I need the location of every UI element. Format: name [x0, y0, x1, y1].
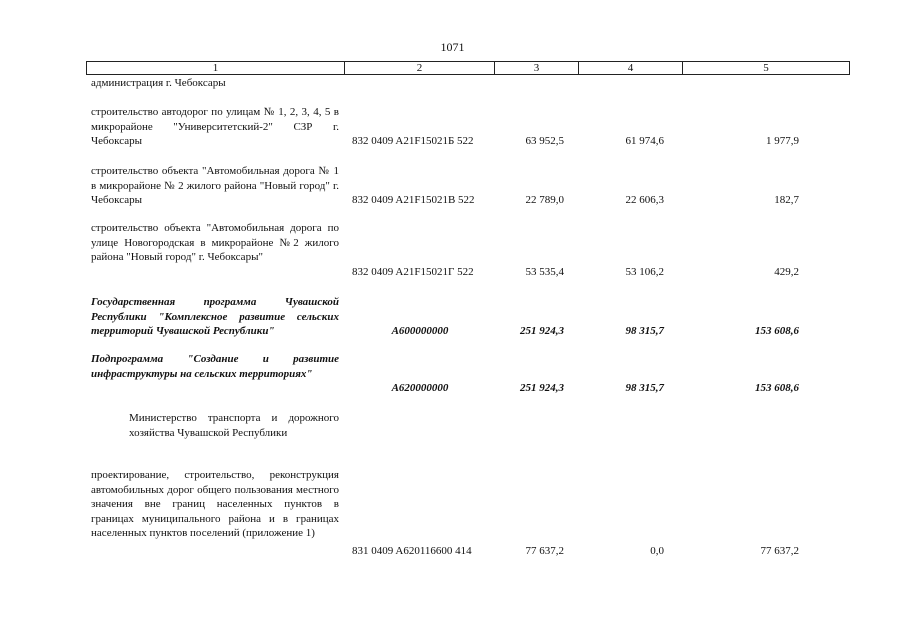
row-value-col4: 61 974,6	[625, 135, 664, 147]
row-value-col4: 53 106,2	[625, 266, 664, 278]
column-header-3: 3	[495, 62, 579, 74]
row-description: строительство автодорог по улицам № 1, 2, 3, 4, 5 в микрорайоне "Университетский-2" СЗР г. Чебоксары	[91, 106, 339, 147]
row-value-col5: 153 608,6	[755, 325, 799, 337]
row-value-col3: 22 789,0	[525, 194, 564, 206]
row-code: A600000000	[391, 325, 449, 337]
row-code: 832 0409 A21F15021В 522	[352, 194, 475, 206]
row-description: проектирование, строительство, реконструкция автомобильных дорог общего пользования местного значения вне границ населенных пунктов в границах муниципального района и в границах населенных пунктов поселений (приложение 1)	[91, 469, 339, 539]
row-value-col3: 53 535,4	[525, 266, 564, 278]
column-header-2: 2	[345, 62, 495, 74]
column-header-4: 4	[579, 62, 683, 74]
row-value-col4: 98 315,7	[625, 325, 664, 337]
row-description: Государственная программа Чувашской Республики "Комплексное развитие сельских территорий Чувашской Республики"	[91, 296, 339, 337]
row-description: строительство объекта "Автомобильная дорога № 1 в микрорайоне № 2 жилого района "Новый город" г. Чебоксары	[91, 165, 339, 206]
column-header-1: 1	[87, 62, 345, 74]
row-code: 831 0409 A620116600 414	[352, 545, 472, 557]
row-value-col4: 98 315,7	[625, 382, 664, 394]
row-value-col5: 77 637,2	[760, 545, 799, 557]
row-value-col3: 77 637,2	[525, 545, 564, 557]
row-value-col3: 251 924,3	[520, 382, 564, 394]
row-value-col3: 63 952,5	[525, 135, 564, 147]
row-code: 832 0409 A21F15021Б 522	[352, 135, 474, 147]
page-number: 1071	[440, 40, 465, 54]
row-description: строительство объекта "Автомобильная дорога по улице Новогородская в микрорайоне №2 жилого района "Новый город" г. Чебоксары"	[91, 222, 339, 263]
row-description: Министерство транспорта и дорожного хозяйства Чувашской Республики	[129, 412, 339, 439]
column-header-5: 5	[763, 62, 769, 74]
row-value-col4: 22 606,3	[625, 194, 664, 206]
row-value-col4: 0,0	[650, 545, 664, 557]
row-code: 832 0409 A21F15021Г 522	[352, 266, 474, 278]
row-description: Подпрограмма "Создание и развитие инфраструктуры на сельских территориях"	[91, 353, 339, 380]
row-value-col3: 251 924,3	[520, 325, 564, 337]
row-value-col5: 153 608,6	[755, 382, 799, 394]
row-value-col5: 429,2	[774, 266, 799, 278]
row-value-col5: 1 977,9	[766, 135, 799, 147]
row-value-col5: 182,7	[774, 194, 799, 206]
row-description: администрация г. Чебоксары	[91, 77, 226, 89]
row-code: A620000000	[391, 382, 449, 394]
table-header	[86, 61, 850, 75]
